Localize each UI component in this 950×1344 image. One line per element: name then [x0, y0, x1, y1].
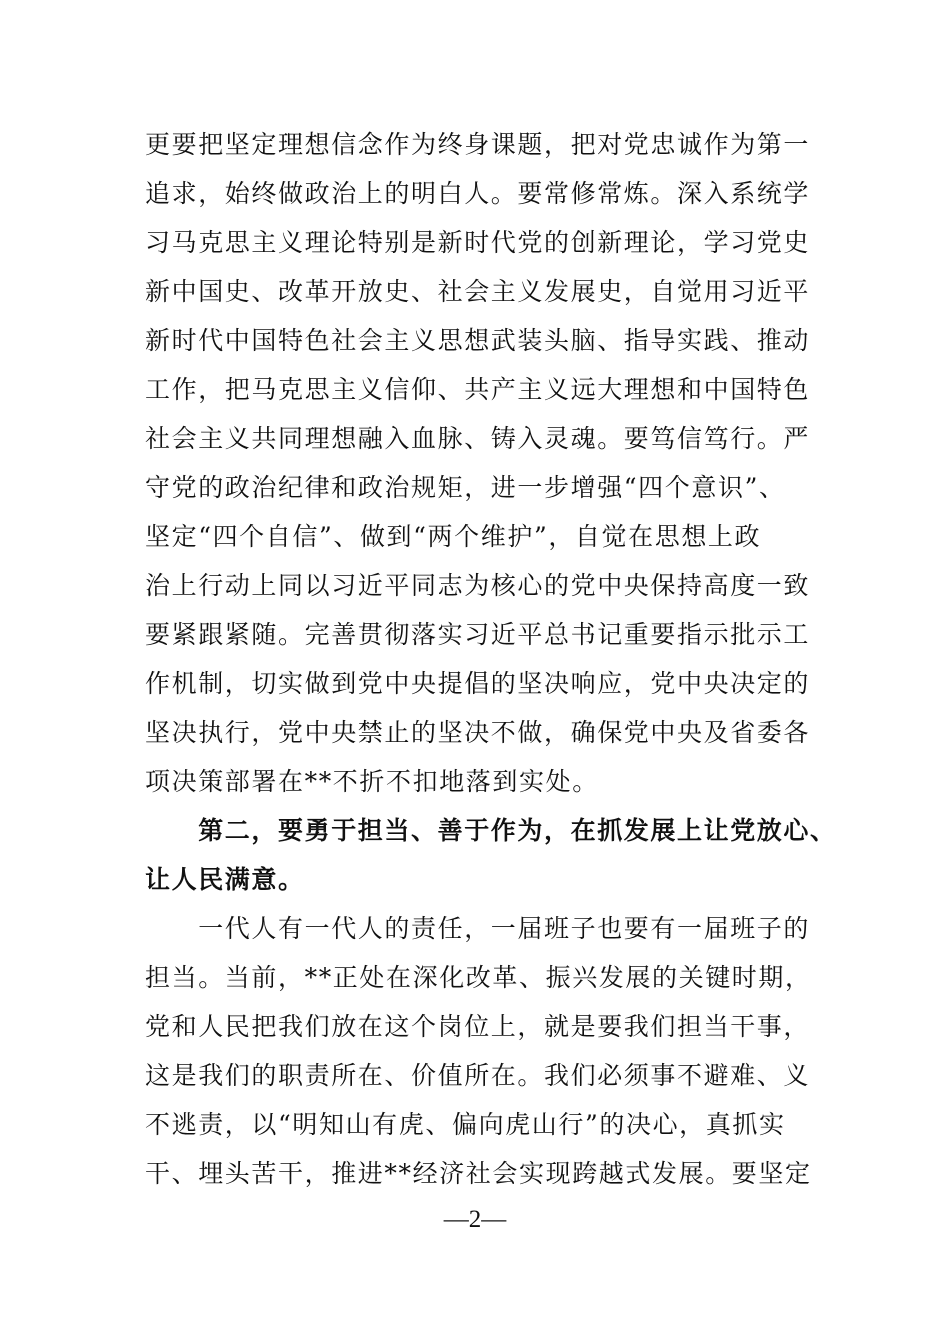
section-heading-line: 第二，要勇于担当、善于作为，在抓发展上让党放心、 [145, 816, 837, 845]
text-line: 担当。当前，**正处在深化改革、振兴发展的关键时期， [145, 963, 812, 992]
text-line: 干、埋头苦干，推进**经济社会实现跨越式发展。要坚定 [145, 1159, 812, 1188]
page-number: —2— [443, 1206, 507, 1233]
text-line: 要紧跟紧随。完善贯彻落实习近平总书记重要指示批示工 [145, 620, 811, 649]
text-line: 作机制，切实做到党中央提倡的坚决响应，党中央决定的 [145, 669, 811, 698]
text-line: 这是我们的职责所在、价值所在。我们必须事不避难、义 [145, 1061, 811, 1090]
text-line: 坚定“四个自信”、做到“两个维护”，自觉在思想上政 [145, 522, 762, 551]
text-line: 追求，始终做政治上的明白人。要常修常炼。深入系统学 [145, 179, 811, 208]
text-line: 党和人民把我们放在这个岗位上，就是要我们担当干事， [145, 1012, 811, 1041]
body-text [145, 120, 837, 1198]
text-line: 习马克思主义理论特别是新时代党的创新理论，学习党史 [145, 228, 811, 257]
text-line: 守党的政治纪律和政治规矩，进一步增强“四个意识”、 [145, 473, 786, 502]
text-line: 一代人有一代人的责任，一届班子也要有一届班子的 [145, 914, 811, 943]
text-line: 治上行动上同以习近平同志为核心的党中央保持高度一致 [145, 571, 811, 600]
text-line: 不逃责，以“明知山有虎、偏向虎山行”的决心，真抓实 [145, 1110, 786, 1139]
text-line: 新中国史、改革开放史、社会主义发展史，自觉用习近平 [145, 277, 811, 306]
text-line: 社会主义共同理想融入血脉、铸入灵魂。要笃信笃行。严 [145, 424, 811, 453]
text-line: 项决策部署在**不折不扣地落到实处。 [145, 767, 599, 796]
text-line: 新时代中国特色社会主义思想武装头脑、指导实践、推动 [145, 326, 811, 355]
text-line: 工作，把马克思主义信仰、共产主义远大理想和中国特色 [145, 375, 811, 404]
text-line: 坚决执行，党中央禁止的坚决不做，确保党中央及省委各 [145, 718, 811, 747]
section-heading-line: 让人民满意。 [145, 865, 305, 894]
text-line: 更要把坚定理想信念作为终身课题，把对党忠诚作为第一 [145, 130, 811, 159]
